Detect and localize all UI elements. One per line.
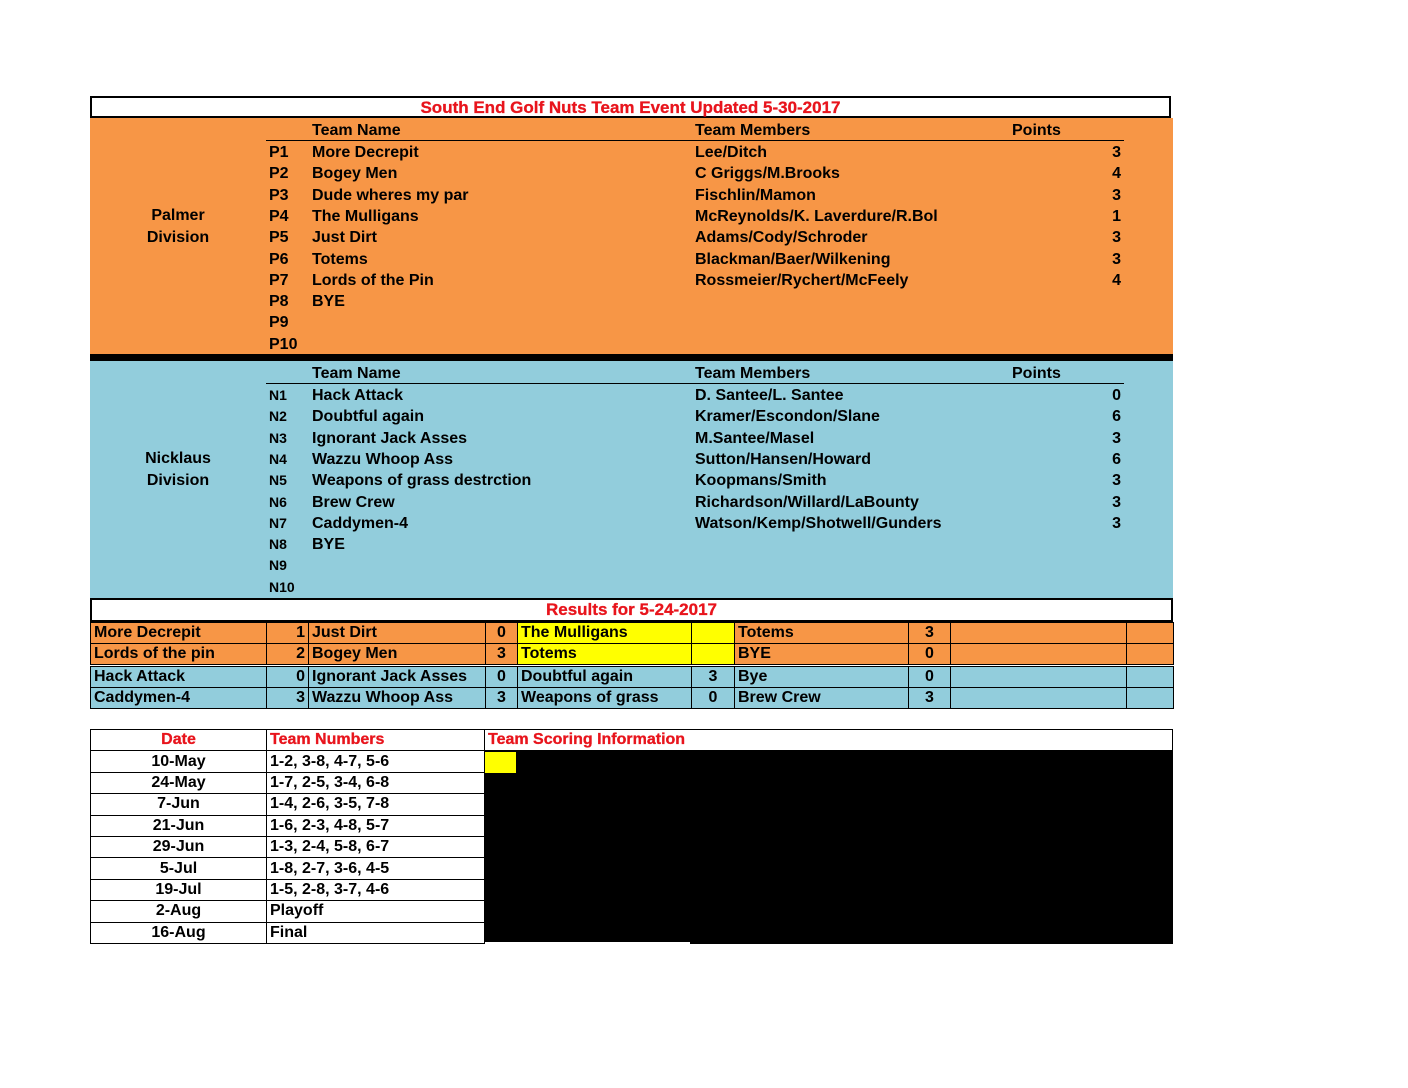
date-header: Date [91, 730, 267, 751]
schedule-date: 29-Jun [91, 836, 267, 857]
team-id: N6 [269, 493, 287, 510]
result-score: 0 [909, 667, 951, 688]
team-points: 3 [1112, 186, 1121, 204]
result-team: BYE [735, 644, 909, 665]
result-empty-cell [1127, 667, 1174, 688]
nicklaus-team-row [90, 406, 1173, 427]
info-bottom-border [690, 942, 1173, 944]
team-points: 3 [1112, 144, 1121, 161]
schedule-team-numbers: 1-2, 3-8, 4-7, 5-6 [267, 751, 485, 772]
team-id: P9 [269, 314, 289, 332]
team-id: P7 [269, 271, 289, 289]
team-name: More Decrepit [312, 144, 419, 161]
schedule-date: 7-Jun [91, 794, 267, 815]
team-scoring-info-header: Team Scoring Information [485, 730, 1173, 751]
team-points: 3 [1112, 472, 1121, 490]
page-title: South End Golf Nuts Team Event Updated 5-30-2017 [90, 96, 1171, 118]
palmer-team-row [90, 142, 1173, 163]
nicklaus-team-row [90, 449, 1173, 470]
palmer-team-row [90, 270, 1173, 291]
result-team: The Mulligans [518, 623, 692, 644]
result-team: Caddymen-4 [91, 688, 267, 709]
team-name: Dude wheres my par [312, 186, 469, 204]
team-name: Just Dirt [312, 229, 377, 247]
team-name: Wazzu Whoop Ass [312, 450, 454, 468]
results-row [91, 623, 1174, 644]
header-points: Points [1012, 365, 1061, 382]
team-name: Brew Crew [312, 493, 395, 511]
missing-scorecard-swatch [485, 752, 516, 773]
result-empty-cell [951, 644, 1127, 665]
result-empty-cell [951, 623, 1127, 644]
result-score: 3 [909, 623, 951, 644]
header-points: Points [1012, 122, 1061, 139]
team-points: 3 [1112, 229, 1121, 247]
result-team: Weapons of grass [518, 688, 692, 709]
team-points: 1 [1112, 207, 1121, 225]
result-score: 0 [486, 623, 518, 644]
results-row [91, 667, 1174, 688]
team-members: Blackman/Baer/Wilkening [695, 250, 891, 268]
team-name: Weapons of grass destrction [312, 472, 532, 490]
result-team: Ignorant Jack Asses [309, 667, 486, 688]
schedule-team-numbers: 1-6, 2-3, 4-8, 5-7 [267, 815, 485, 836]
nicklaus-division-section [90, 361, 1173, 598]
missing-scorecard-legend: = Missing Scorecard [524, 754, 681, 771]
team-id: N2 [269, 408, 287, 425]
result-team: Bogey Men [309, 644, 486, 665]
schedule-date: 19-Jul [91, 879, 267, 900]
palmer-team-row [90, 163, 1173, 184]
team-id: N3 [269, 429, 287, 446]
team-id: N8 [269, 536, 287, 553]
result-team: Wazzu Whoop Ass [309, 688, 486, 709]
result-score: 1 [267, 623, 309, 644]
team-points: 0 [1112, 387, 1121, 404]
team-members: D. Santee/L. Santee [695, 387, 844, 404]
nicklaus-team-row [90, 577, 1173, 598]
palmer-division-section [90, 118, 1173, 354]
schedule-date: 2-Aug [91, 901, 267, 922]
team-points: 4 [1112, 271, 1121, 289]
team-points: 3 [1112, 250, 1121, 268]
team-id: P2 [269, 165, 289, 183]
palmer-team-row [90, 334, 1173, 355]
results-table [90, 622, 1174, 709]
schedule-team-numbers: 1-3, 2-4, 5-8, 6-7 [267, 836, 485, 857]
header-underline [266, 140, 1124, 141]
team-id: P4 [269, 207, 289, 225]
palmer-division-label-1: Palmer [151, 207, 205, 224]
palmer-team-row [90, 291, 1173, 312]
result-team: Totems [735, 623, 909, 644]
palmer-team-row [90, 312, 1173, 333]
schedule-team-numbers: Playoff [267, 901, 485, 922]
nicklaus-team-row [90, 555, 1173, 576]
team-points: 3 [1112, 429, 1121, 447]
result-score: 2 [267, 644, 309, 665]
team-id: N10 [269, 578, 295, 595]
team-id: N9 [269, 557, 287, 574]
team-members: Watson/Kemp/Shotwell/Gunders [695, 514, 942, 532]
schedule-date: 10-May [91, 751, 267, 772]
nicklaus-team-row [90, 428, 1173, 449]
result-score: 0 [267, 667, 309, 688]
team-id: N4 [269, 450, 287, 467]
palmer-team-row [90, 185, 1173, 206]
result-team: Just Dirt [309, 623, 486, 644]
team-id: N7 [269, 514, 287, 531]
nicklaus-team-row [90, 470, 1173, 491]
header-team-members: Team Members [695, 365, 811, 382]
team-id: P10 [269, 335, 298, 353]
results-row [91, 644, 1174, 665]
result-score [692, 623, 735, 644]
nicklaus-team-row [90, 385, 1173, 406]
team-name: Doubtful again [312, 408, 424, 426]
result-team: Lords of the pin [91, 644, 267, 665]
team-members: Adams/Cody/Schroder [695, 229, 868, 247]
schedule-date: 16-Aug [91, 922, 267, 943]
result-team: More Decrepit [91, 623, 267, 644]
team-numbers-header: Team Numbers [267, 730, 485, 751]
team-points: 3 [1112, 514, 1121, 532]
schedule-date: 5-Jul [91, 858, 267, 879]
team-members: Lee/Ditch [695, 144, 768, 161]
team-id: P6 [269, 250, 289, 268]
team-members: C Griggs/M.Brooks [695, 165, 840, 183]
result-team: Totems [518, 644, 692, 665]
team-scoring-info-area [485, 751, 1173, 944]
result-score: 3 [486, 644, 518, 665]
team-members: Rossmeier/Rychert/McFeely [695, 271, 909, 289]
team-name: Lords of the Pin [312, 271, 434, 289]
result-empty-cell [1127, 688, 1174, 709]
result-team: Doubtful again [518, 667, 692, 688]
team-points: 4 [1112, 165, 1121, 183]
result-score: 3 [486, 688, 518, 709]
schedule-team-numbers: 1-7, 2-5, 3-4, 6-8 [267, 772, 485, 793]
result-score [692, 644, 735, 665]
result-empty-cell [951, 667, 1127, 688]
team-id: P3 [269, 186, 289, 204]
team-name: Totems [312, 250, 368, 268]
team-id: P8 [269, 293, 289, 311]
result-score: 3 [909, 688, 951, 709]
result-empty-cell [1127, 644, 1174, 665]
standings-label: STANDINGS: [518, 818, 603, 834]
header-underline [266, 383, 1124, 384]
palmer-team-row [90, 227, 1173, 248]
palmer-team-row [90, 249, 1173, 270]
schedule-date: 24-May [91, 772, 267, 793]
results-title: Results for 5-24-2017 [90, 598, 1173, 622]
team-points: 6 [1112, 450, 1121, 468]
team-name: Caddymen-4 [312, 514, 409, 532]
team-id: N1 [269, 387, 287, 403]
schedule-team-numbers: Final [267, 922, 485, 943]
team-members: Fischlin/Mamon [695, 186, 816, 204]
team-points: 3 [1112, 493, 1121, 511]
palmer-team-row [90, 206, 1173, 227]
result-score: 3 [267, 688, 309, 709]
result-team: Bye [735, 667, 909, 688]
team-members: M.Santee/Masel [695, 429, 815, 447]
header-team-members: Team Members [695, 122, 811, 139]
nicklaus-team-row [90, 534, 1173, 555]
team-name: Ignorant Jack Asses [312, 429, 468, 447]
palmer-division-label-2: Division [146, 229, 210, 246]
result-score: 3 [692, 667, 735, 688]
result-score: 0 [692, 688, 735, 709]
team-id: P5 [269, 229, 289, 247]
team-id: N5 [269, 472, 287, 489]
team-id: P1 [269, 144, 289, 161]
result-empty-cell [951, 688, 1127, 709]
schedule-team-numbers: 1-8, 2-7, 3-6, 4-5 [267, 858, 485, 879]
team-members: Kramer/Escondon/Slane [695, 408, 880, 426]
nicklaus-division-label-2: Division [146, 472, 210, 489]
nicklaus-team-row [90, 513, 1173, 534]
result-empty-cell [1127, 623, 1174, 644]
team-name: The Mulligans [312, 207, 419, 225]
header-team-name: Team Name [312, 122, 401, 139]
team-name: Hack Attack [312, 387, 404, 404]
team-name: BYE [312, 293, 345, 311]
header-team-name: Team Name [312, 365, 401, 382]
results-row [91, 688, 1174, 709]
team-members: McReynolds/K. Laverdure/R.Bol [695, 207, 938, 225]
nicklaus-division-label-1: Nicklaus [145, 450, 211, 467]
team-members: Richardson/Willard/LaBounty [695, 493, 919, 511]
nicklaus-team-row [90, 492, 1173, 513]
result-score: 0 [486, 667, 518, 688]
result-score: 0 [909, 644, 951, 665]
team-members: Sutton/Hansen/Howard [695, 450, 872, 468]
result-team: Hack Attack [91, 667, 267, 688]
team-members: Koopmans/Smith [695, 472, 827, 490]
result-team: Brew Crew [735, 688, 909, 709]
schedule-date: 21-Jun [91, 815, 267, 836]
team-points: 6 [1112, 408, 1121, 426]
division-separator [90, 354, 1173, 361]
schedule-team-numbers: 1-5, 2-8, 3-7, 4-6 [267, 879, 485, 900]
team-name: BYE [312, 536, 345, 554]
schedule-team-numbers: 1-4, 2-6, 3-5, 7-8 [267, 794, 485, 815]
team-name: Bogey Men [312, 165, 398, 183]
